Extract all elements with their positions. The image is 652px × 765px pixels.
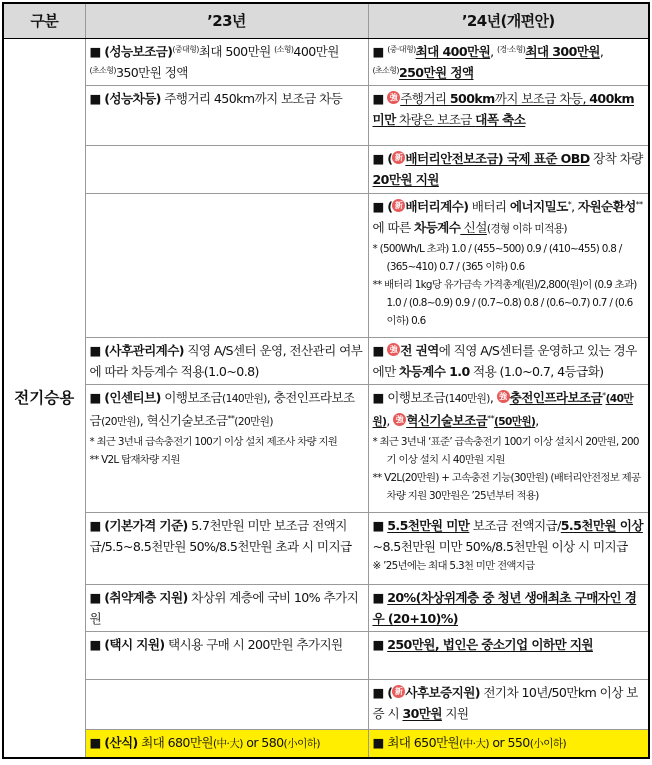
header-row [3,3,649,39]
table-row [3,513,649,585]
cell-2023: ■ (기본가격 기준) 5.7천만원 미만 보조금 전액지급/5.5~8.5천만원 50%/8.5천만원 초과 시 미지급 [85,513,368,585]
cell-2024: ■ 최대 650만원(中·大) or 550(小이하) [368,730,649,759]
footnote: ** 배터리 1kg당 유가금속 가격총계(원)/2,800(원)이 (0.9 초과) 1.0 / (0.8~0.9) 0.9 / (0.7~0.8) 0.8 / (0.6~0.7) 0.7 / (0.6 이하) 0.6 [372,279,637,327]
header-2024: ’24년(개편안) [368,3,649,39]
table-row [3,680,649,730]
table-row [3,39,649,86]
table-row [3,146,649,194]
cell-2024: ■ ( 新 배터리안전보조금) 국제 표준 OBD 장착 차량 20만원 지원 [368,146,649,194]
cell-2023: ■ (성능보조금)$^{(중대형)}$최대 500만원 $^{(소형)}$400만원 $^{(초소형)}$350만원 정액 [85,39,368,86]
table-row [3,338,649,385]
footnote: * (500Wh/L 초과) 1.0 / (455~500) 0.9 / (410~455) 0.8 / (365~410) 0.7 / (365 이하) 0.6 [372,243,622,273]
cell-2024: ■ 이행보조금(140만원), 強 충전인프라보조금*(40만원), 強 혁신기술보조금**(50만원), * 최근 3년내 ‘표준’ 급속충전기 100기 이상 설치시 20만원, 200기 이상 설치 시 40만원 지원 ** V2L(20만원) + 고속충전 기능(30만원) (배터리안전정보 제공차량 지원 30만원은 ’25년부터 적용) [368,385,649,513]
footnote: ** V2L 탑재차량 지원 [89,454,180,466]
strengthened-mark-icon: 強 [497,390,510,403]
table-row-total [3,730,649,759]
cell-2023: ■ (인센티브) 이행보조금(140만원), 충전인프라보조금(20만원), 혁신기술보조금**(20만원) * 최근 3년내 급속충전기 100기 이상 설치 제조사 차량 지원 ** V2L 탑재차량 지원 [85,385,368,513]
table-row [3,194,649,338]
cell-2023: ■ (사후관리계수) 직영 A/S센터 운영, 전산관리 여부에 따라 차등계수 적용(1.0~0.8) [85,338,368,385]
cell-2023: ■ (산식) 최대 680만원(中·大) or 580(小이하) [85,730,368,759]
cell-2023-empty [85,680,368,730]
cell-2023: ■ (택시 지원) 택시용 구매 시 200만원 추가지원 [85,632,368,680]
category-cell: 전기승용 [3,39,85,759]
footnote: * 최근 3년내 ‘표준’ 급속충전기 100기 이상 설치시 20만원, 200기 이상 설치 시 40만원 지원 [372,436,639,466]
ev-subsidy-table [2,2,650,759]
cell-2024: ■ 20%(차상위계층 중 청년 생애최초 구매자인 경우 (20+10)%) [368,585,649,632]
footnote: ** V2L(20만원) + 고속충전 기능(30만원) (배터리안전정보 제공차량 지원 30만원은 ’25년부터 적용) [372,472,641,502]
cell-2024: ■ ( 新 배터리계수) 배터리 에너지밀도*, 자원순환성**에 따른 차등계수 신설(경형 이하 미적용) * (500Wh/L 초과) 1.0 / (455~500) 0.9 / (410~455) 0.8 / (365~410) 0.7 / (365 이하) 0.6 ** 배터리 1kg당 유가금속 가격총계(원)/2,800(원)이 (0.9 초과) 1.0 / (0.8~0.9) 0.9 / (0.7~0.8) 0.8 / (0.6~0.7) 0.7 / (0.6 이하) 0.6 [368,194,649,338]
table-row [3,86,649,146]
new-mark-icon: 新 [392,685,405,698]
cell-2024: ■ 強 전 권역에 직영 A/S센터를 운영하고 있는 경우에만 차등계수 1.0 적용 (1.0~0.7, 4등급화) [368,338,649,385]
table-row [3,632,649,680]
strengthened-mark-icon: 強 [393,413,406,426]
strengthened-mark-icon: 強 [387,91,400,104]
cell-2024: ■ $^{(중\cdot 대형)}$최대 400만원, $^{(경\cdot 소형)}$최대 300만원, $^{(초소형)}$250만원 정액 [368,39,649,86]
cell-2024: ■ 250만원, 법인은 중소기업 이하만 지원 [368,632,649,680]
new-mark-icon: 新 [392,199,405,212]
header-2023: ’23년 [85,3,368,39]
footnote: * 최근 3년내 급속충전기 100기 이상 설치 제조사 차량 지원 [89,436,338,448]
cell-2023-empty [85,146,368,194]
table-row [3,385,649,513]
footnote: ※ ’25년에는 최대 5.3천 미만 전액지급 [372,560,535,572]
cell-2024: ■ 強 주행거리 500km까지 보조금 차등, 400km 미만 차량은 보조금 대폭 축소 [368,86,649,146]
cell-2023: ■ (취약계층 지원) 차상위 계층에 국비 10% 추가지원 [85,585,368,632]
new-mark-icon: 新 [392,151,405,164]
header-category: 구분 [3,3,85,39]
cell-2024: ■ ( 新 사후보증지원) 전기차 10년/50만km 이상 보증 시 30만원 지원 [368,680,649,730]
cell-2023: ■ (성능차등) 주행거리 450km까지 보조금 차등 [85,86,368,146]
strengthened-mark-icon: 強 [387,343,400,356]
cell-2024: ■ 5.5천만원 미만 보조금 전액지급/5.5천만원 이상~8.5천만원 미만 50%/8.5천만원 이상 시 미지급 ※ ’25년에는 최대 5.3천 미만 전액지급 [368,513,649,585]
cell-2023-empty [85,194,368,338]
table-row [3,585,649,632]
